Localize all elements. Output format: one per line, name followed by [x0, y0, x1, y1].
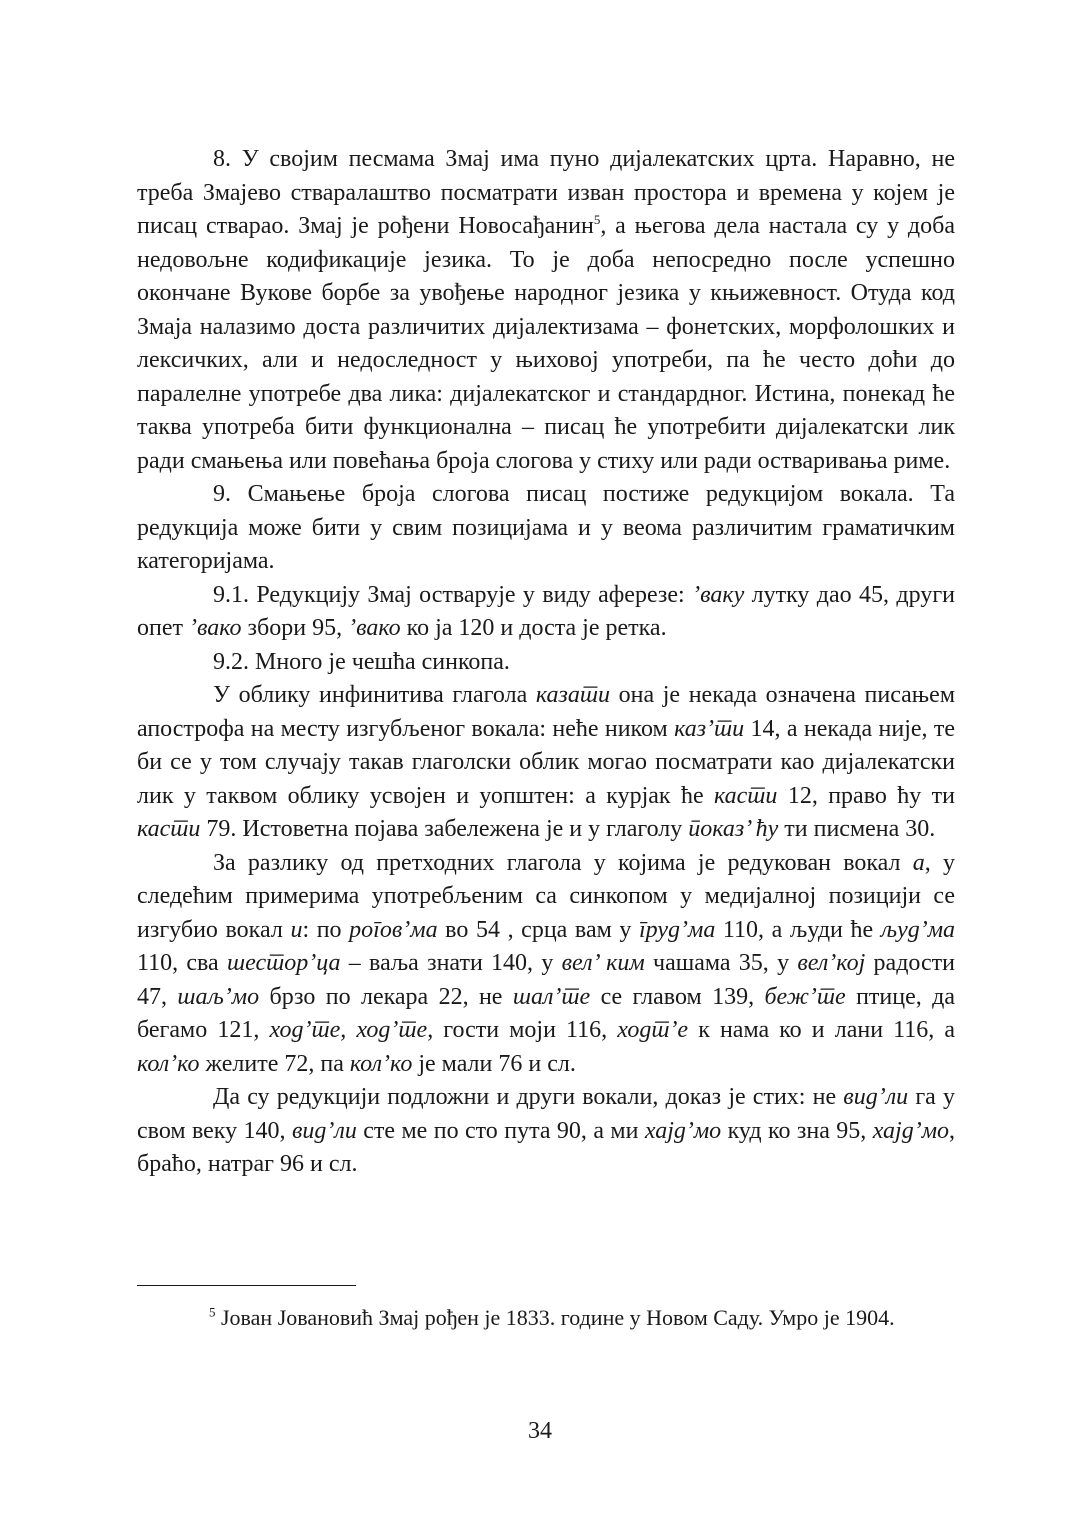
- italic-example: касти: [137, 816, 201, 842]
- paragraph-difference: [137, 847, 955, 1082]
- italic-example: кол’ко: [349, 1050, 413, 1077]
- footnote: [137, 1302, 955, 1334]
- italic-example: шаљ’мо: [177, 983, 260, 1010]
- italic-example: каз’ти: [674, 715, 745, 742]
- text-span: 14, а некада није, те би се у том случају такав глаголски облик могао посматрати као дијалекатски лик у таквом облику усвојен и уопштен: а курјак ће: [137, 715, 955, 809]
- text-span: куд ко зна 95,: [721, 1117, 873, 1144]
- text-span: 110, а људи ће: [715, 916, 881, 943]
- text-span: чашама 35, у: [644, 950, 798, 976]
- text-span: 12, право ћу ти: [777, 782, 956, 809]
- italic-example: казати: [535, 682, 610, 708]
- text-span: : по: [302, 916, 350, 943]
- text-span: За разлику од претходних глагола у којима је редукован вокал: [213, 849, 913, 876]
- page-number: 34: [528, 1418, 552, 1444]
- text-span: 9.1. Редукцију Змај остварује у виду аферезе:: [213, 581, 693, 608]
- text-span: – ваља знати 140, у: [340, 950, 562, 976]
- text-span: она је некада означена писањем апострофа на месту изгубљеног вокала: неће ником: [137, 682, 956, 742]
- text-span: , у следећим примерима употребљеним са синкопом у медијалној позицији се изгубио вокал: [137, 849, 956, 943]
- paragraph-9: 9. Смањење броја слогова писац постиже редукцијом вокала. Та редукција може бити у свим позицијама и у веома различитим граматичким категоријама.: [137, 481, 955, 574]
- italic-example: а: [912, 849, 925, 876]
- text-span: желите 72, па: [199, 1050, 350, 1077]
- text-span: , гости моји 116,: [427, 1017, 618, 1043]
- text-span: ти писмена 30.: [778, 816, 936, 842]
- italic-example: вел’кој: [797, 950, 866, 976]
- text-span: птице, да бегамо 121,: [137, 983, 956, 1043]
- italic-example: вел’ ким: [561, 950, 645, 976]
- text-span: , браћо, натраг 96 и сл.: [137, 1117, 956, 1177]
- text-span: 110, сва: [137, 950, 227, 976]
- italic-example: људ’ма: [880, 916, 956, 943]
- italic-example: груд’ма: [639, 916, 716, 943]
- text-span: У облику инфинитива глагола: [213, 682, 536, 708]
- footnote-marker: 5: [209, 1304, 216, 1320]
- italic-example: хајд’мо: [644, 1117, 722, 1144]
- italic-example: хајд’мо: [872, 1117, 950, 1144]
- italic-example: шестор’ца: [226, 950, 341, 976]
- paragraph-8: [137, 143, 955, 478]
- text-span: сте ме по сто пута 90, а ми: [356, 1117, 645, 1144]
- italic-example: шал’те: [512, 983, 591, 1010]
- italic-example: ’вако: [348, 615, 401, 641]
- italic-example: ’вако: [188, 615, 242, 641]
- text-span: Да су редукцији подложни и други вокали, доказ је стих: не: [213, 1084, 844, 1110]
- italic-example: и: [290, 916, 303, 943]
- text-span: се главом 139,: [590, 983, 765, 1010]
- main-text: [137, 143, 955, 1182]
- paragraph-infinitive: [137, 679, 955, 847]
- footnote-reference[interactable]: 5: [593, 212, 601, 227]
- text-span: је мали 76 и сл.: [412, 1050, 576, 1077]
- italic-example: ходт’е: [617, 1017, 689, 1043]
- text-span: ко ја 120 и доста је ретка.: [400, 615, 667, 641]
- footnote-divider: [137, 1285, 356, 1286]
- text-span: га у свом веку 140,: [137, 1084, 955, 1144]
- paragraph-8-text-cont: , а његова дела настала су у доба недовољне кодификације језика. То је доба непосредно после успешно окончане Вукове борбе за увођење народног језика у књижевност. Отуда код Змаја налазимо доста различитих дијалектизама – фонетских, морфолошких и лексичких, али и недоследност у њиховој употреби, па ће често доћи до паралелне употребе два лика: дијалекатског и стандардног. Истина, понекад ће таква употреба бити функционална – писац ће употребити дијалекатски лик ради смањења или повећања броја слогова у стиху или ради остваривања риме.: [137, 213, 955, 474]
- footnote-paragraph: [137, 1302, 955, 1334]
- italic-example: показ’ ћу: [688, 816, 779, 842]
- text-span: во 54 , срца вам у: [437, 916, 639, 943]
- italic-example: вид’ли: [843, 1084, 909, 1110]
- italic-example: вид’ли: [291, 1117, 357, 1144]
- footnote-text: Јован Јовановић Змај рођен је 1833. године у Новом Саду. Умро је 1904.: [215, 1305, 895, 1330]
- text-span: радости 47,: [137, 950, 956, 1010]
- paragraph-9-1: [137, 579, 955, 646]
- text-span: 79. Истоветна појава забележена је и у глаголу: [200, 816, 689, 842]
- text-span: брзо по лекара 22, не: [259, 983, 513, 1010]
- text-span: збори 95,: [241, 615, 349, 641]
- paragraph-reduction: [137, 1081, 955, 1182]
- text-span: лутку дао 45, други опет: [137, 581, 956, 641]
- italic-example: ход’те, ход’те: [269, 1017, 428, 1043]
- paragraph-9-2: 9.2. Много је чешћа синкопа.: [213, 648, 510, 675]
- italic-example: касти: [714, 782, 778, 809]
- text-span: к нама ко и лани 116, а: [688, 1017, 956, 1043]
- italic-example: ’ваку: [692, 581, 745, 608]
- italic-example: рогов’ма: [349, 916, 438, 943]
- italic-example: беж’те: [764, 983, 846, 1010]
- italic-example: кол’ко: [137, 1050, 200, 1077]
- paragraph-8-text: 8. У својим песмама Змај има пуно дијалекатских црта. Наравно, не треба Змајево стваралаштво посматрати изван простора и времена у којем је писац стварао. Змај је рођени Новосађанин: [137, 146, 955, 239]
